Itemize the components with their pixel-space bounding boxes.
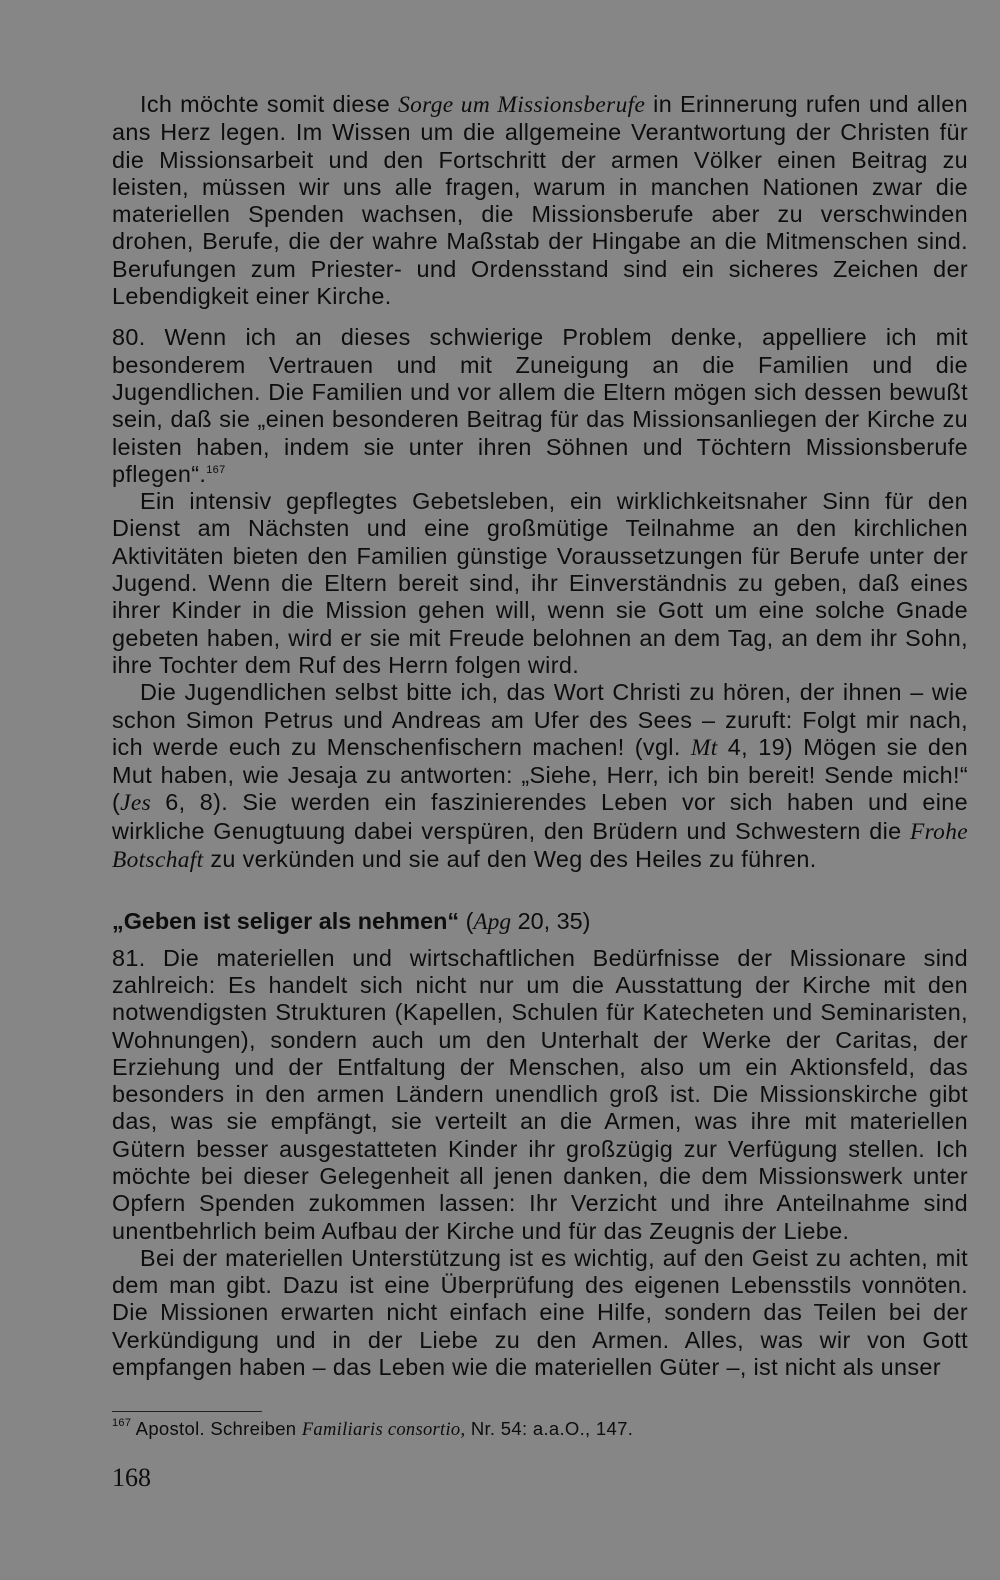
citation-jes: Jes [120, 790, 152, 817]
footnote-number: 167 [112, 1417, 132, 1429]
section-heading-title: „Geben ist seliger als nehmen“ [112, 908, 460, 935]
footnote-167 [112, 1418, 968, 1441]
citation-apg: Apg [473, 909, 512, 936]
body-text [112, 91, 968, 1381]
section-heading [112, 908, 968, 936]
paragraph-80-youth-text-3: 6, 8). Sie werden ein faszinierendes Leben vor sich haben und eine wirkliche Genugtuung dabei verspüren, den Brüdern und Schwestern die [112, 789, 968, 844]
footnote-text-1: Apostol. Schreiben [131, 1418, 302, 1439]
paragraph-80-youth [112, 679, 968, 874]
emphasis-frohe-botschaft: Frohe Botschaft [112, 818, 968, 874]
footnote-source-title: Familiaris consortio, [301, 1420, 466, 1440]
footnote-reference-167: 167 [206, 463, 226, 476]
paragraph-80-families-text: Ein intensiv gepflegtes Gebetsleben, ein wirklichkeitsnaher Sinn für den Dienst am Nächsten und eine großmütige Teilnahme an den kirchlichen Aktivitäten bieten den Familien günstige Voraussetzungen für Berufe unter der Jugend. Wenn die Eltern bereit sind, ihr Einverständnis zu geben, daß eines ihrer Kinder in die Mission gehen will, wenn sie Gott um eine solche Gnade gebeten haben, wird er sie mit Freude belohnen an dem Tag, an dem ihr Sohn, ihre Tochter dem Ruf des Herrn folgen wird. [112, 488, 968, 678]
paragraph-spacer [112, 310, 968, 324]
paragraph-intro-text-2: in Erinnerung rufen und allen ans Herz legen. Im Wissen um die allgemeine Verantwortung der Christen für die Missionsarbeit und den Fortschritt der armen Völker einen Beitrag zu leisten, müssen wir uns alle fragen, warum in manchen Nationen zwar die materiellen Spenden wachsen, die Missionsberufe aber zu verschwinden drohen, Berufe, die der wahre Maßstab der Hingabe an die Mitmenschen sind. Berufungen zum Priester- und Ordensstand sind ein sicheres Zeichen der Lebendigkeit einer Kirche. [112, 91, 968, 310]
paragraph-intro-text-1: Ich möchte somit diese [140, 91, 399, 117]
paragraph-80 [112, 324, 968, 488]
paragraph-intro [112, 91, 968, 310]
paragraph-81-support-text: Bei der materiellen Unterstützung ist es wichtig, auf den Geist zu achten, mit dem man gibt. Dazu ist eine Überprüfung des eigenen Lebensstils vonnöten. Die Missionen erwarten nicht einfach eine Hilfe, sondern das Teilen bei der Verkündigung und in der Liebe zu den Armen. Alles, was wir von Gott empfangen haben – das Leben wie die materiellen Güter –, ist nicht als unser [112, 1244, 968, 1381]
section-heading-open: ( [459, 908, 474, 935]
paragraph-81 [112, 945, 968, 1245]
paragraph-80-families [112, 488, 968, 679]
paragraph-80-youth-text-1: Die Jugendlichen selbst bitte ich, das Wort Christi zu hören, der ihnen – wie schon Simon Petrus und Andreas am Ufer des Sees – zuruft: Folgt mir nach, ich werde euch zu Menschenfischern machen! (vgl. [112, 679, 968, 760]
citation-mt: Mt [690, 734, 718, 761]
paragraph-80-youth-text-4: zu verkünden und sie auf den Weg des Heiles zu führen. [203, 846, 817, 873]
page-number: 168 [112, 1463, 151, 1492]
footnote-divider [112, 1411, 262, 1412]
paragraph-80-youth-text-2: 4, 19) Mögen sie den Mut haben, wie Jesaja zu antworten: „Siehe, Herr, ich bin bereit! Sende mich!“ ( [112, 733, 968, 816]
paragraph-80-text: 80. Wenn ich an dieses schwierige Problem denke, appelliere ich mit besonderem Vertrauen und mit Zuneigung an die Familien und die Jugendlichen. Die Familien und vor allem die Eltern mögen sich dessen bewußt sein, daß sie „einen besonderen Beitrag für das Missionsanliegen der Kirche zu leisten haben, indem sie unter ihren Söhnen und Töchtern Missionsberufe pflegen“. [112, 324, 968, 487]
emphasis-sorge-um-missionsberufe: Sorge um Missionsberufe [398, 92, 646, 118]
section-heading-ref: 20, 35) [511, 908, 591, 935]
paragraph-81-support [112, 1245, 968, 1381]
section-spacer [112, 874, 968, 908]
paragraph-81-text: 81. Die materiellen und wirtschaftlichen Bedürfnisse der Missionare sind zahlreich: Es handelt sich nicht nur um die Ausstattung der Kirche mit den notwendigsten Strukturen (Kapellen, Schulen für Katecheten und Seminaristen, Wohnungen), sondern auch um den Unterhalt der Werke der Caritas, der Erziehung und der Entfaltung der Menschen, also um ein Aktionsfeld, das besonders in den armen Ländern unendlich groß ist. Die Missionskirche gibt das, was sie empfängt, sie verteilt an die Armen, was ihre mit materiellen Gütern besser ausgestatteten Kinder ihr großzügig zur Verfügung stellen. Ich möchte bei dieser Gelegenheit all jenen danken, die dem Missionswerk unter Opfern Spenden zukommen lassen: Ihr Verzicht und ihre Anteilnahme sind unentbehrlich beim Aufbau der Kirche und für das Zeugnis der Liebe. [112, 944, 968, 1244]
footnote-text-2: Nr. 54: a.a.O., 147. [465, 1418, 634, 1439]
